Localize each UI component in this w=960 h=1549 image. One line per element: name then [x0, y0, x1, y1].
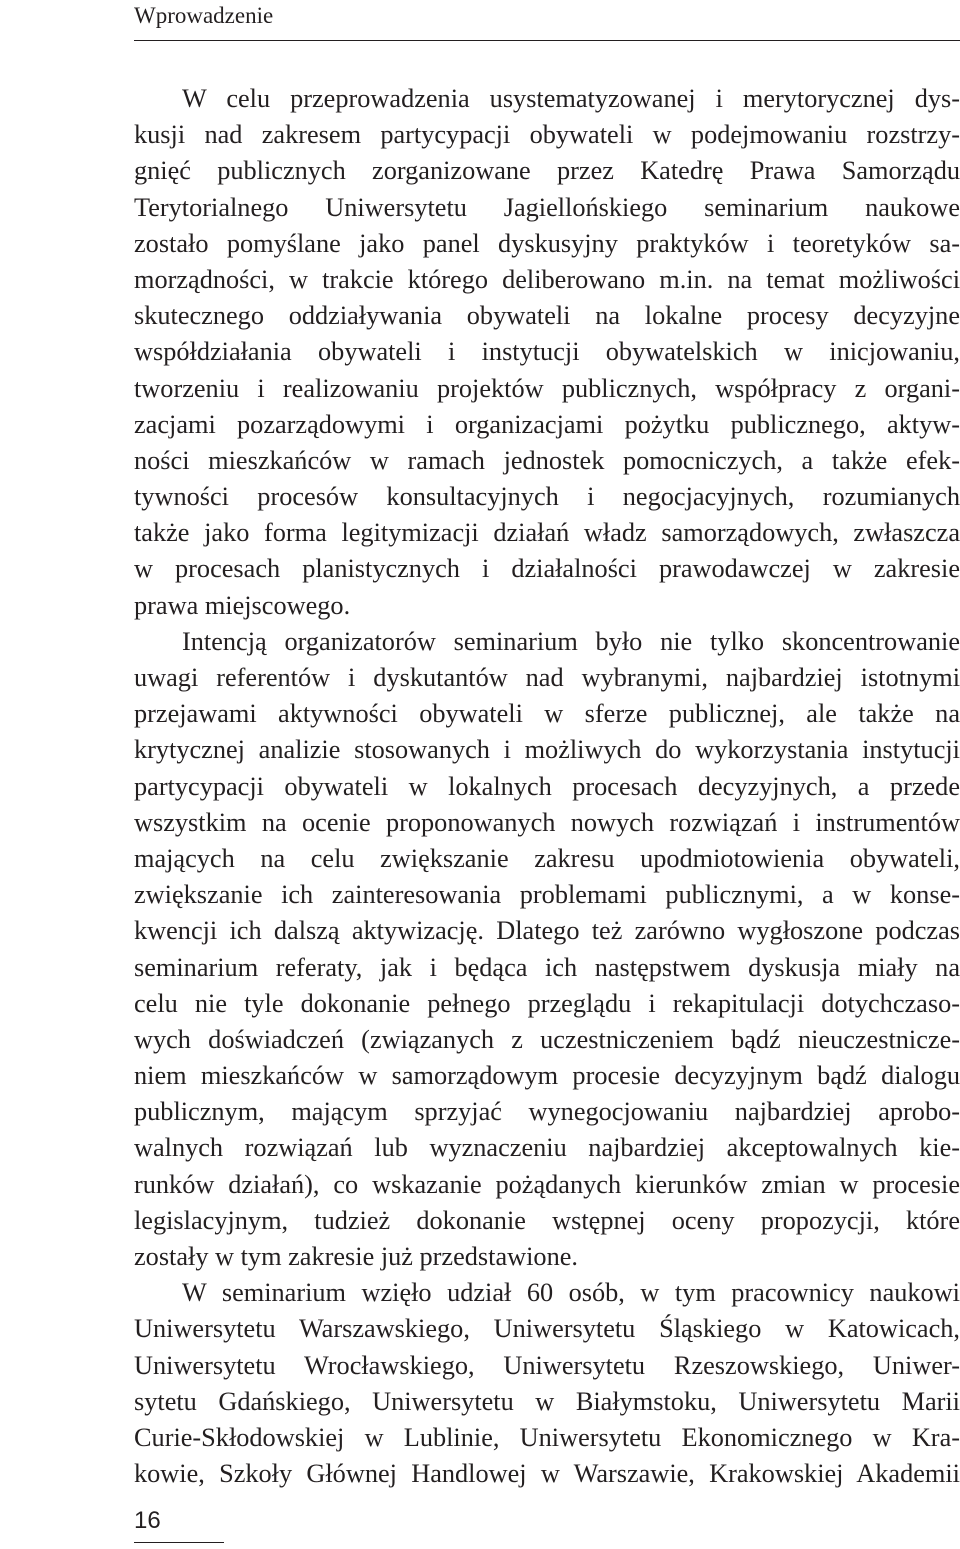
text-line: niem mieszkańców w samorządowym procesie decyzyjnym bądź dialogu	[134, 1061, 960, 1091]
text-line: tworzeniu i realizowaniu projektów publicznych, współpracy z organi-	[134, 373, 960, 403]
text-line: gnięć publicznych zorganizowane przez Katedrę Prawa Samorządu	[134, 156, 960, 186]
text-line: publicznym, mającym sprzyjać wynegocjowaniu najbardziej aprobo-	[134, 1097, 960, 1127]
text-line: prawa miejscowego.	[134, 590, 351, 620]
text-line: Intencją organizatorów seminarium było nie tylko skoncentrowanie	[182, 626, 960, 656]
header-rule	[134, 40, 960, 41]
text-line: mających na celu zwiększanie zakresu upodmiotowienia obywateli,	[134, 843, 960, 873]
text-line: ności mieszkańców w ramach jednostek pomocniczych, a także efek-	[134, 445, 960, 475]
text-line: kusji nad zakresem partycypacji obywateli w podejmowaniu rozstrzy-	[134, 120, 960, 150]
text-line: współdziałania obywateli i instytucji obywatelskich w inicjowaniu,	[134, 337, 960, 367]
text-line: wszystkim na ocenie proponowanych nowych rozwiązań i instrumentów	[134, 807, 960, 837]
text-line: partycypacji obywateli w lokalnych procesach decyzyjnych, a przede	[134, 771, 960, 801]
text-line: morządności, w trakcie którego deliberowano m.in. na temat możliwości	[134, 264, 960, 294]
body-text	[134, 81, 960, 1492]
running-head: Wprowadzenie	[134, 3, 274, 28]
text-line: Uniwersytetu Warszawskiego, Uniwersytetu Śląskiego w Katowicach,	[134, 1314, 960, 1344]
text-line: W celu przeprowadzenia usystematyzowanej i merytorycznej dys-	[182, 84, 960, 113]
text-line: celu nie tyle dokonanie pełnego przeglądu i rekapitulacji dotychczaso-	[134, 988, 960, 1018]
text-line: zwiększanie ich zainteresowania problemami publicznymi, a w konse-	[134, 880, 960, 910]
paragraph-1	[134, 81, 960, 624]
page-number: 16	[134, 1507, 161, 1534]
text-line: kwencji ich dalszą aktywizację. Dlatego też zarówno wygłoszone podczas	[134, 916, 960, 946]
text-line: w procesach planistycznych i działalności prawodawczej w zakresie	[134, 554, 960, 584]
text-line: walnych rozwiązań lub wyznaczeniu najbardziej akceptowalnych kie-	[134, 1133, 960, 1163]
text-line: Uniwersytetu Wrocławskiego, Uniwersytetu Rzeszowskiego, Uniwer-	[134, 1350, 960, 1380]
text-line: także jako forma legitymizacji działań władz samorządowych, zwłaszcza	[134, 518, 960, 548]
text-line: zostało pomyślane jako panel dyskusyjny praktyków i teoretyków sa-	[134, 228, 960, 258]
text-line: zostały w tym zakresie już przedstawione.	[134, 1242, 578, 1271]
text-line: W seminarium wzięło udział 60 osób, w tym pracownicy naukowi	[182, 1278, 960, 1308]
text-line: wych doświadczeń (związanych z uczestniczeniem bądź nieuczestnicze-	[134, 1024, 960, 1054]
footer-rule	[134, 1542, 224, 1543]
text-line: seminarium referaty, jak i będąca ich następstwem dyskusja miały na	[134, 952, 960, 982]
text-line: uwagi referentów i dyskutantów nad wybranymi, najbardziej istotnymi	[134, 663, 960, 692]
text-line: krytycznej analizie stosowanych i możliwych do wykorzystania instytucji	[134, 735, 960, 765]
text-line: skutecznego oddziaływania obywateli na lokalne procesy decyzyjne	[134, 301, 960, 331]
text-line: kowie, Szkoły Głównej Handlowej w Warszawie, Krakowskiej Akademii	[134, 1459, 960, 1489]
text-line: Terytorialnego Uniwersytetu Jagiellońskiego seminarium naukowe	[134, 192, 960, 222]
text-line: Curie-Skłodowskiej w Lublinie, Uniwersytetu Ekonomicznego w Kra-	[134, 1422, 960, 1452]
text-line: runków działań), co wskazanie pożądanych kierunków zmian w procesie	[134, 1169, 960, 1199]
paragraph-3	[134, 1275, 960, 1492]
text-line: przejawami aktywności obywateli w sferze publicznej, ale także na	[134, 699, 960, 729]
text-line: tywności procesów konsultacyjnych i negocjacyjnych, rozumianych	[134, 482, 960, 512]
text-line: sytetu Gdańskiego, Uniwersytetu w Białymstoku, Uniwersytetu Marii	[134, 1386, 960, 1416]
text-line: legislacyjnym, tudzież dokonanie wstępnej oceny propozycji, które	[134, 1205, 960, 1235]
text-line: zacjami pozarządowymi i organizacjami pożytku publicznego, aktyw-	[134, 409, 960, 439]
paragraph-2	[134, 624, 960, 1275]
